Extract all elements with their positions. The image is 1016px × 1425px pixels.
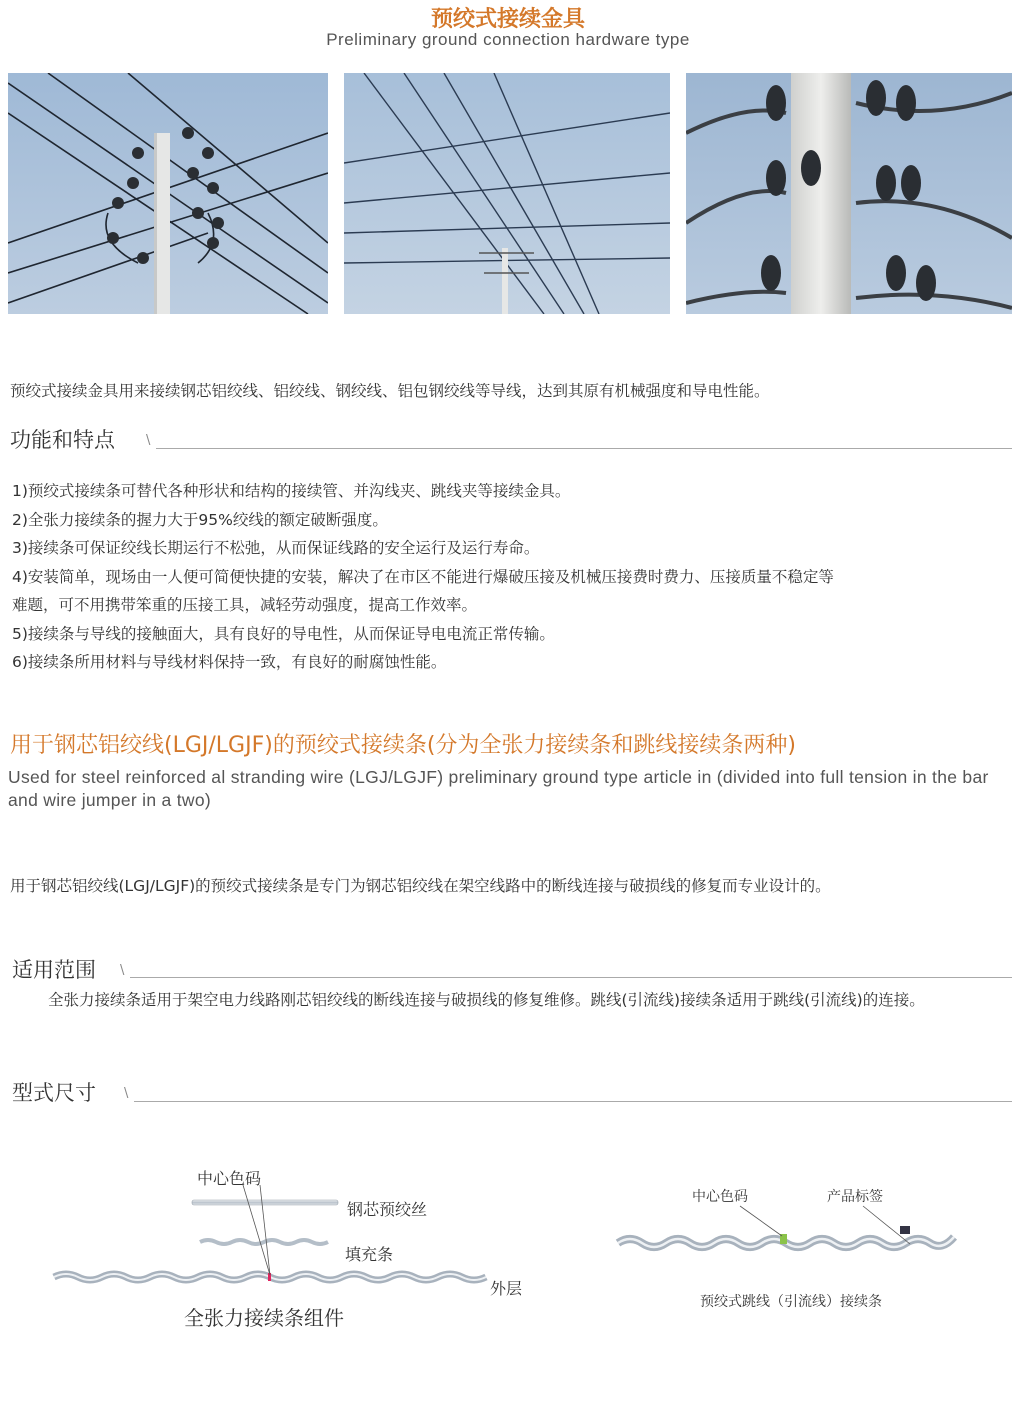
label-center-color-code: 中心色码	[197, 1169, 262, 1188]
section-heading-lgj: 用于钢芯铝绞线(LGJ/LGJF)的预绞式接续条(分为全张力接续条和跳线接续条两种)	[10, 733, 796, 758]
label-center-color-code: 中心色码	[692, 1189, 748, 1205]
photo-utility-pole-insulators	[8, 73, 328, 314]
scope-heading: 适用范围	[12, 958, 96, 982]
label-outer-layer: 外层	[490, 1279, 523, 1298]
jumper-splice-diagram	[600, 1180, 1000, 1330]
feature-item: 3)接续条可保证绞线长期运行不松弛，从而保证线路的安全运行及运行寿命。	[12, 539, 540, 557]
feature-item: 难题，可不用携带笨重的压接工具，减轻劳动强度，提高工作效率。	[12, 596, 478, 614]
scope-heading-rule	[130, 977, 1012, 978]
scope-text: 全张力接续条适用于架空电力线路刚芯铝绞线的断线连接与破损线的修复维修。跳线(引流线)接续条适用于跳线(引流线)的连接。	[48, 991, 925, 1009]
product-tag-marker	[900, 1226, 910, 1234]
features-heading: 功能和特点	[10, 428, 115, 452]
feature-item: 5)接续条与导线的接触面大，具有良好的导电性，从而保证导电电流正常传输。	[12, 624, 555, 643]
feature-item: 2)全张力接续条的握力大于95%绞线的额定破断强度。	[12, 510, 388, 529]
label-steel-preformed-wire: 钢芯预绞丝	[347, 1200, 428, 1219]
photo-insulators-closeup	[686, 73, 1012, 314]
feature-item: 6)接续条所用材料与导线材料保持一致，有良好的耐腐蚀性能。	[12, 653, 447, 671]
dimensions-heading: 型式尺寸	[12, 1081, 96, 1105]
caption-full-tension-splice: 全张力接续条组件	[184, 1306, 344, 1330]
caption-jumper-splice: 预绞式跳线（引流线）接续条	[700, 1294, 882, 1310]
page-title: 预绞式接续金具	[430, 7, 585, 32]
features-heading-rule	[156, 448, 1012, 449]
label-product-tag: 产品标签	[827, 1189, 883, 1205]
feature-item: 4)安装简单，现场由一人便可简便快捷的安装，解决了在市区不能进行爆破压接及机械压接费时费力、压接质量不稳定等	[12, 567, 834, 586]
lgj-description: 用于钢芯铝绞线(LGJ/LGJF)的预绞式接续条是专门为钢芯铝绞线在架空线路中的断线连接与破损线的修复而专业设计的。	[10, 877, 831, 895]
full-tension-splice-diagram	[40, 1155, 560, 1355]
section-heading-lgj-english: Used for steel reinforced al stranding wire (LGJ/LGJF) preliminary ground type article in (divided into full tension in the bar and wire jumper in a two)	[8, 767, 989, 810]
feature-item: 1)预绞式接续条可替代各种形状和结构的接续管、并沟线夹、跳线夹等接续金具。	[12, 482, 571, 500]
intro-paragraph: 预绞式接续金具用来接续钢芯铝绞线、铝绞线、钢绞线、铝包钢绞线等导线，达到其原有机械强度和导电性能。	[10, 382, 770, 400]
features-list	[12, 477, 1012, 677]
heading-slash-mark: \	[120, 963, 125, 978]
label-filler-strip: 填充条	[345, 1245, 394, 1264]
heading-slash-mark: \	[124, 1086, 129, 1101]
page-subtitle: Preliminary ground connection hardware type	[326, 30, 690, 49]
dimensions-heading-rule	[134, 1101, 1012, 1102]
heading-slash-mark: \	[146, 433, 151, 448]
photo-power-lines	[344, 73, 670, 314]
